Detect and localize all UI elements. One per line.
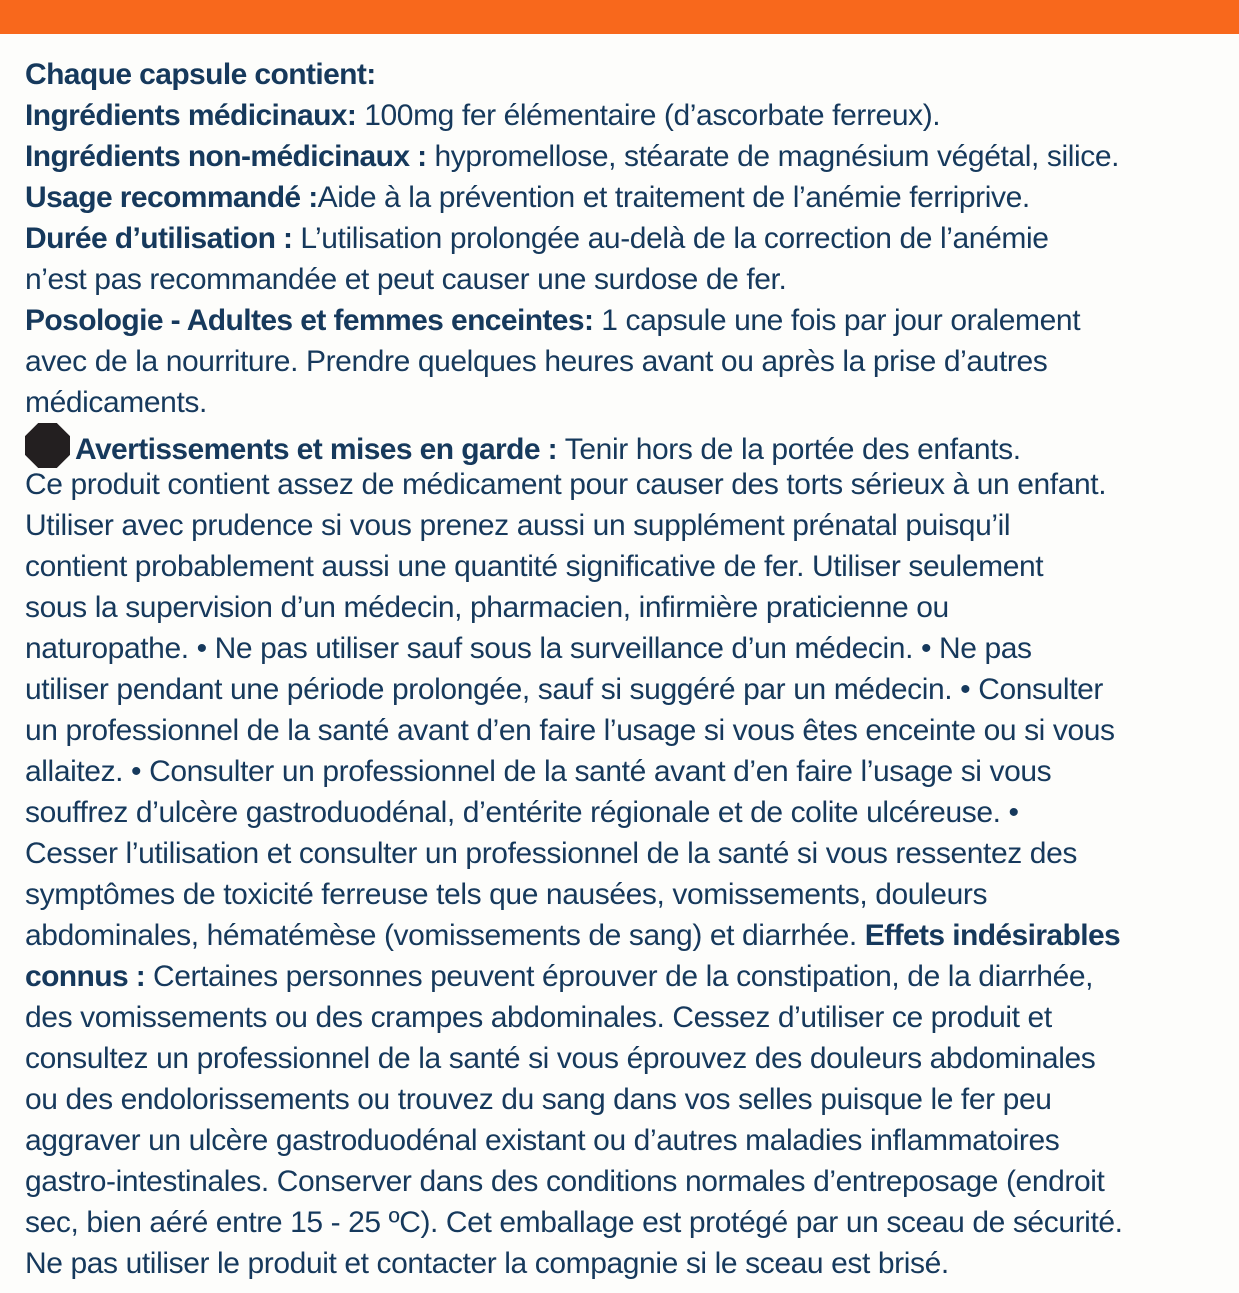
text-run: Usage recommandé : [25,181,318,214]
text-run: sec, bien aéré entre 15 - 25 ºC). Cet emballage est protégé par un sceau de sécurité. [25,1206,1123,1239]
label-line [25,710,1225,751]
text-run: Utiliser avec prudence si vous prenez aussi un supplément prénatal puisqu’il [25,509,1011,542]
text-run: Cesser l’utilisation et consulter un professionnel de la santé si vous ressentez des [25,837,1077,870]
label-line [25,177,1225,218]
label-line [25,382,1225,423]
text-run: symptômes de toxicité ferreuse tels que nausées, vomissements, douleurs [25,878,988,911]
label-line [25,218,1225,259]
text-run: sous la supervision d’un médecin, pharmacien, infirmière praticienne ou [25,591,949,624]
text-run: ou des endolorissements ou trouvez du sang dans vos selles puisque le fer peu [25,1083,1052,1116]
text-run: gastro-intestinales. Conserver dans des conditions normales d’entreposage (endroit [25,1165,1105,1198]
text-run: Chaque capsule contient: [25,58,376,91]
text-run: aggraver un ulcère gastroduodénal existant ou d’autres maladies inflammatoires [25,1124,1060,1157]
label-line [25,1079,1225,1120]
text-run: Avertissements et mises en garde : [75,433,565,466]
text-run: Durée d’utilisation : [25,222,293,255]
text-run: Ne pas utiliser le produit et contacter la compagnie si le sceau est brisé. [25,1247,949,1280]
text-run: consultez un professionnel de la santé si vous éprouvez des douleurs abdominales [25,1042,1096,1075]
text-run: Certaines personnes peuvent éprouver de la constipation, de la diarrhée, [152,960,1094,993]
text-run: un professionnel de la santé avant d’en faire l’usage si vous êtes enceinte ou si vous [25,714,1115,747]
text-run: utiliser pendant une période prolongée, sauf si suggéré par un médecin. • Consulter [25,673,1104,706]
text-run: avec de la nourriture. Prendre quelques heures avant ou après la prise d’autres [25,345,1048,378]
label-line [25,956,1225,997]
label-line [25,1161,1225,1202]
label-line [25,1120,1225,1161]
text-run: hypromellose, stéarate de magnésium végétal, silice. [426,140,1120,173]
text-run: Ingrédients médicinaux: [25,99,357,132]
label-line [25,54,1225,95]
label-line [25,751,1225,792]
text-run: L’utilisation prolongée au-delà de la correction de l’anémie [292,222,1049,255]
text-run: Posologie - Adultes et femmes enceintes: [25,304,594,337]
label-line [25,874,1225,915]
text-run: allaitez. • Consulter un professionnel de la santé avant d’en faire l’usage si vous [25,755,1052,788]
text-run: souffrez d’ulcère gastroduodénal, d’entérite régionale et de colite ulcéreuse. • [25,796,1019,829]
text-run: médicaments. [25,386,207,419]
label-line [25,95,1225,136]
label-line [25,792,1225,833]
label-line [25,505,1225,546]
label-line [25,833,1225,874]
text-run: Aide à la prévention et traitement de l’anémie ferriprive. [317,181,1030,214]
label-line [25,587,1225,628]
text-run: 100mg fer élémentaire (d’ascorbate ferreux). [356,99,941,132]
label-line [25,300,1225,341]
label-line [25,546,1225,587]
text-run: contient probablement aussi une quantité significative de fer. Utiliser seulement [25,550,1044,583]
label-line [25,1243,1225,1284]
text-run: des vomissements ou des crampes abdominales. Cessez d’utiliser ce produit et [25,1001,1052,1034]
label-line [25,136,1225,177]
text-run: connus : [25,960,153,993]
text-run: n’est pas recommandée et peut causer une surdose de fer. [25,263,787,296]
label-line [25,341,1225,382]
label-line [25,423,1225,464]
stop-octagon-icon [25,423,70,468]
label-line [25,915,1225,956]
label-line [25,997,1225,1038]
label-line [25,628,1225,669]
top-orange-bar [0,0,1239,34]
text-run: 1 capsule une fois par jour oralement [593,304,1081,337]
label-line [25,1038,1225,1079]
text-run: Effets indésirables [864,919,1121,952]
label-line [25,669,1225,710]
label-line [25,464,1225,505]
text-run: Tenir hors de la portée des enfants. [564,433,1021,466]
label-line [25,259,1225,300]
label-text-panel [0,34,1239,1284]
text-run: Ingrédients non-médicinaux : [25,140,427,173]
label-line [25,1202,1225,1243]
text-run: Ce produit contient assez de médicament pour causer des torts sérieux à un enfant. [25,468,1107,501]
label-lines-container [25,54,1225,1284]
text-run: naturopathe. • Ne pas utiliser sauf sous la surveillance d’un médecin. • Ne pas [25,632,1032,665]
text-run: abdominales, hématémèse (vomissements de sang) et diarrhée. [25,919,865,952]
